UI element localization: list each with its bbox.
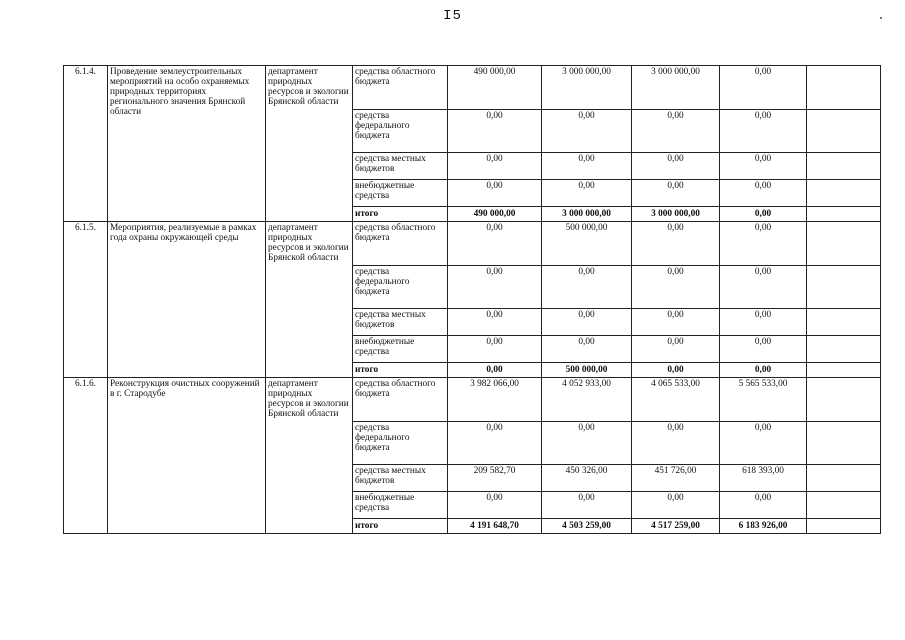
amount-cell: 500 000,00 xyxy=(542,222,632,266)
amount-cell: 0,00 xyxy=(720,180,807,207)
amount-cell xyxy=(807,465,881,492)
amount-cell: 0,00 xyxy=(448,363,542,378)
amount-cell: 500 000,00 xyxy=(542,363,632,378)
amount-cell: 0,00 xyxy=(542,422,632,465)
funding-source: средства местных бюджетов xyxy=(353,465,448,492)
amount-cell: 0,00 xyxy=(720,422,807,465)
amount-cell: 4 191 648,70 xyxy=(448,519,542,534)
funding-source: средства местных бюджетов xyxy=(353,309,448,336)
amount-cell xyxy=(807,180,881,207)
amount-cell xyxy=(807,309,881,336)
amount-cell: 4 503 259,00 xyxy=(542,519,632,534)
amount-cell xyxy=(807,336,881,363)
amount-cell: 4 517 259,00 xyxy=(632,519,720,534)
amount-cell: 6 183 926,00 xyxy=(720,519,807,534)
amount-cell xyxy=(807,222,881,266)
funding-source: средства местных бюджетов xyxy=(353,153,448,180)
table-row xyxy=(64,378,881,422)
amount-cell: 0,00 xyxy=(720,110,807,153)
amount-cell: 490 000,00 xyxy=(448,207,542,222)
funding-source: итого xyxy=(353,519,448,534)
amount-cell: 0,00 xyxy=(720,153,807,180)
amount-cell: 0,00 xyxy=(632,336,720,363)
funding-source: внебюджетные средства xyxy=(353,180,448,207)
amount-cell xyxy=(807,378,881,422)
amount-cell: 0,00 xyxy=(542,336,632,363)
amount-cell: 209 582,70 xyxy=(448,465,542,492)
amount-cell: 0,00 xyxy=(448,336,542,363)
amount-cell: 0,00 xyxy=(720,492,807,519)
amount-cell: 4 052 933,00 xyxy=(542,378,632,422)
amount-cell: 0,00 xyxy=(720,309,807,336)
amount-cell: 0,00 xyxy=(448,422,542,465)
amount-cell xyxy=(807,422,881,465)
amount-cell: 0,00 xyxy=(632,492,720,519)
amount-cell: 4 065 533,00 xyxy=(632,378,720,422)
amount-cell: 5 565 533,00 xyxy=(720,378,807,422)
amount-cell: 3 000 000,00 xyxy=(542,66,632,110)
item-name: Проведение землеустроительных мероприятий на особо охраняемых природных территориях регионального значения Брянской области xyxy=(108,66,266,222)
amount-cell: 0,00 xyxy=(448,110,542,153)
table-row xyxy=(64,222,881,266)
item-code: 6.1.5. xyxy=(64,222,108,378)
amount-cell: 0,00 xyxy=(632,266,720,309)
amount-cell: 0,00 xyxy=(720,336,807,363)
item-name: Реконструкция очистных сооружений в г. Стародубе xyxy=(108,378,266,534)
amount-cell: 3 000 000,00 xyxy=(632,66,720,110)
amount-cell xyxy=(807,492,881,519)
funding-source: итого xyxy=(353,207,448,222)
amount-cell: 3 000 000,00 xyxy=(542,207,632,222)
funding-source: средства областного бюджета xyxy=(353,378,448,422)
amount-cell xyxy=(807,266,881,309)
amount-cell: 0,00 xyxy=(632,153,720,180)
amount-cell: 0,00 xyxy=(632,222,720,266)
amount-cell: 0,00 xyxy=(632,309,720,336)
table-body xyxy=(64,66,881,534)
amount-cell: 0,00 xyxy=(542,266,632,309)
executor: департамент природных ресурсов и экологии Брянской области xyxy=(266,222,353,378)
amount-cell: 450 326,00 xyxy=(542,465,632,492)
amount-cell: 0,00 xyxy=(720,207,807,222)
budget-table xyxy=(63,65,881,534)
amount-cell xyxy=(807,66,881,110)
amount-cell: 0,00 xyxy=(720,66,807,110)
item-name: Мероприятия, реализуемые в рамках года охраны окружающей среды xyxy=(108,222,266,378)
amount-cell: 0,00 xyxy=(542,309,632,336)
funding-source: средства федерального бюджета xyxy=(353,266,448,309)
amount-cell: 0,00 xyxy=(720,222,807,266)
amount-cell: 0,00 xyxy=(720,363,807,378)
amount-cell: 0,00 xyxy=(448,180,542,207)
amount-cell: 490 000,00 xyxy=(448,66,542,110)
executor: департамент природных ресурсов и экологии Брянской области xyxy=(266,66,353,222)
amount-cell: 0,00 xyxy=(720,266,807,309)
amount-cell: 0,00 xyxy=(632,422,720,465)
amount-cell xyxy=(807,363,881,378)
amount-cell: 618 393,00 xyxy=(720,465,807,492)
funding-source: средства областного бюджета xyxy=(353,66,448,110)
amount-cell xyxy=(807,110,881,153)
item-code: 6.1.6. xyxy=(64,378,108,534)
amount-cell: 0,00 xyxy=(448,222,542,266)
executor: департамент природных ресурсов и экологии Брянской области xyxy=(266,378,353,534)
amount-cell: 0,00 xyxy=(448,492,542,519)
amount-cell xyxy=(807,519,881,534)
amount-cell: 0,00 xyxy=(542,492,632,519)
amount-cell: 0,00 xyxy=(632,110,720,153)
amount-cell: 3 000 000,00 xyxy=(632,207,720,222)
funding-source: внебюджетные средства xyxy=(353,492,448,519)
funding-source: итого xyxy=(353,363,448,378)
amount-cell xyxy=(807,207,881,222)
amount-cell: 0,00 xyxy=(542,180,632,207)
page-number: I5 xyxy=(443,8,462,24)
amount-cell: 0,00 xyxy=(542,153,632,180)
table-row xyxy=(64,66,881,110)
amount-cell: 3 982 066,00 xyxy=(448,378,542,422)
amount-cell: 451 726,00 xyxy=(632,465,720,492)
amount-cell: 0,00 xyxy=(632,363,720,378)
amount-cell: 0,00 xyxy=(448,153,542,180)
amount-cell: 0,00 xyxy=(542,110,632,153)
amount-cell xyxy=(807,153,881,180)
funding-source: средства областного бюджета xyxy=(353,222,448,266)
amount-cell: 0,00 xyxy=(448,266,542,309)
amount-cell: 0,00 xyxy=(448,309,542,336)
amount-cell: 0,00 xyxy=(632,180,720,207)
scan-mark xyxy=(880,17,882,19)
funding-source: средства федерального бюджета xyxy=(353,110,448,153)
funding-source: внебюджетные средства xyxy=(353,336,448,363)
item-code: 6.1.4. xyxy=(64,66,108,222)
funding-source: средства федерального бюджета xyxy=(353,422,448,465)
